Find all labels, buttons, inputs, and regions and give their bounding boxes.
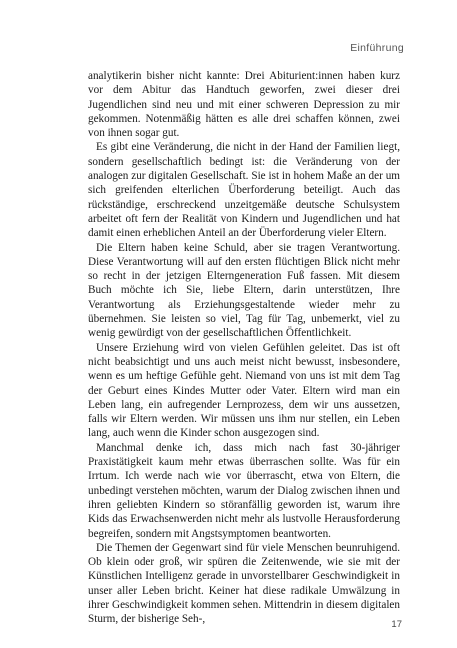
paragraph: Manchmal denke ich, dass mich nach fast 30-jähriger Praxistätigkeit kaum mehr etwas überraschen sollte. Was für ein Irrtum. Ich werde nach wie vor überrascht, etwa von Eltern, die unbedingt verstehen möchten, warum der Dialog zwischen ihnen und ihren geliebten Kindern so störanfällig geworden ist, warum ihre Kids das Erwachsenwerden nicht mehr als lustvolle Herausforderung begreifen, sondern mit Angstsymptomen beantworten. [88, 441, 400, 540]
running-head: Einführung [350, 42, 404, 54]
paragraph: Unsere Erziehung wird von vielen Gefühlen geleitet. Das ist oft nicht beabsichtigt und uns auch meist nicht bewusst, insbesondere, wenn es um heftige Gefühle geht. Niemand von uns ist mit dem Tag der Geburt eines Kindes Mutter oder Vater. Eltern wird man ein Leben lang, ein aufregender Lernprozess, dem wir uns aussetzen, falls wir Eltern werden. Wir müssen uns ihm nur stellen, ein Leben lang, auch wenn die Kinder schon ausgezogen sind. [88, 341, 400, 440]
page-number: 17 [391, 619, 402, 630]
paragraph: Es gibt eine Veränderung, die nicht in der Hand der Familien liegt, sondern gesellschaftlich bedingt ist: die Veränderung von der analogen zur digitalen Gesellschaft. Sie ist in hohem Maße an der um sich greifenden elterlichen Überforderung beteiligt. Auch das rückständige, erschreckend unzeitgemäße deutsche Schulsystem arbeitet oft fern der Realität von Kindern und Jugendlichen und hat damit einen erheblichen Anteil an der Überforderung vieler Eltern. [88, 141, 400, 240]
paragraph: analytikerin bisher nicht kannte: Drei Abiturient:innen haben kurz vor dem Abitur das Handtuch geworfen, zwei dieser drei Jugendlichen sind neu und mit einer schweren Depression zu mir gekommen. Notenmäßig hätten es alle drei schaffen können, zwei von ihnen sogar gut. [88, 70, 400, 140]
paragraph: Die Themen der Gegenwart sind für viele Menschen beunruhigend. Ob klein oder groß, wir spüren die Zeitenwende, wie sie mit der Künstlichen Intelligenz gerade in unvorstellbarer Geschwindigkeit in unser aller Leben bricht. Keiner hat diese radikale Umwälzung in ihrer Geschwindigkeit kommen sehen. Mittendrin in diesem digitalen Sturm, der bisherige Seh-, [88, 541, 400, 626]
body-text [88, 69, 400, 627]
paragraph: Die Eltern haben keine Schuld, aber sie tragen Verantwortung. Diese Verantwortung will auf den ersten flüchtigen Blick nicht mehr so recht in der jetzigen Elterngeneration Fuß fassen. Mit diesem Buch möchte ich Sie, liebe Eltern, darin unterstützen, Ihre Verantwortung als Erziehungsgestaltende wieder mehr zu übernehmen. Sie leisten so viel, Tag für Tag, unbemerkt, viel zu wenig gewürdigt von der gesellschaftlichen Öffentlichkeit. [88, 241, 400, 340]
